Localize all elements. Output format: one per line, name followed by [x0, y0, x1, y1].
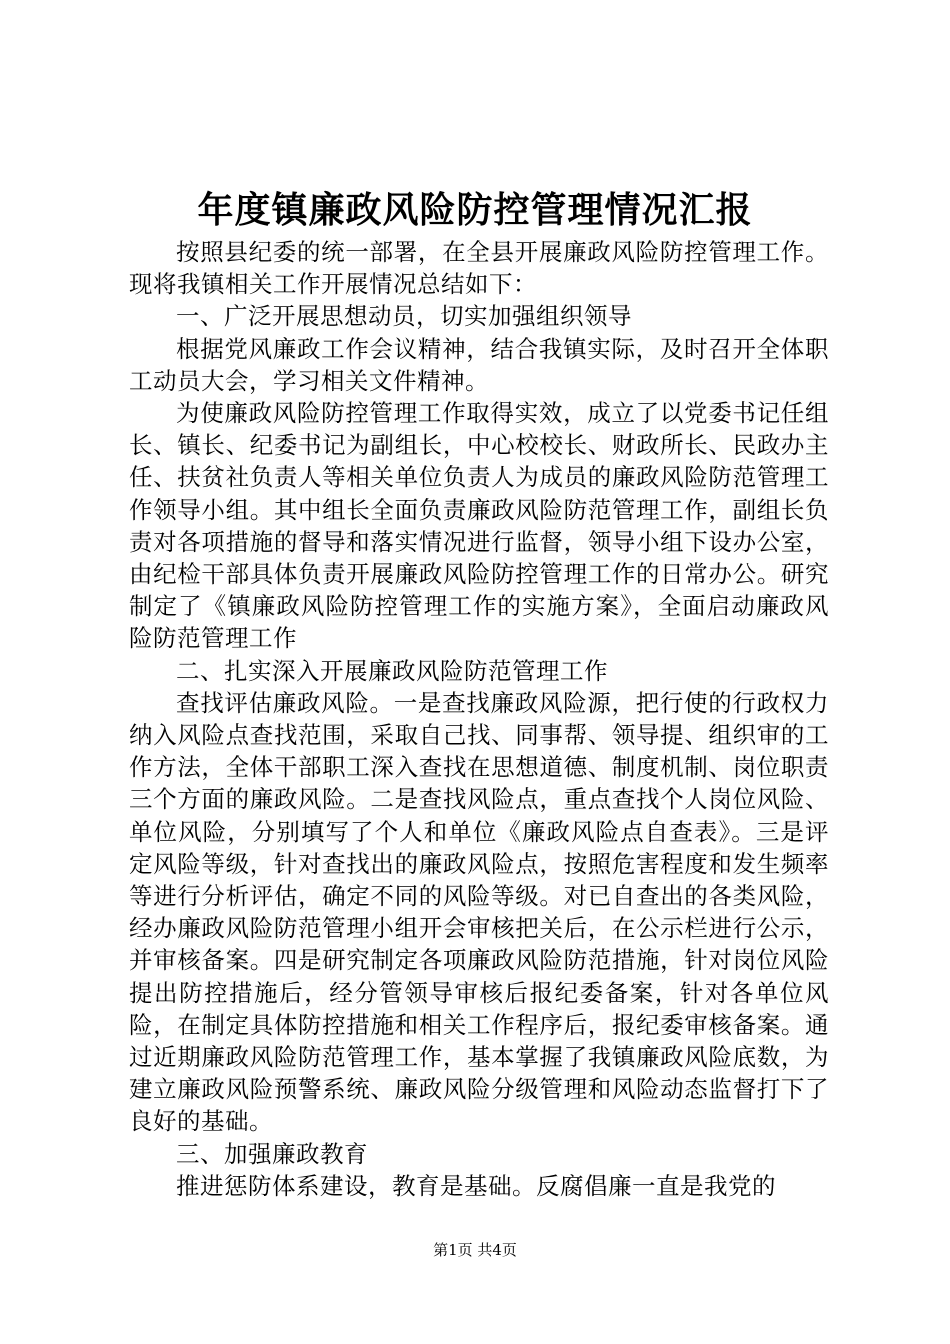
paragraph-intro: 按照县纪委的统一部署，在全县开展廉政风险防控管理工作。现将我镇相关工作开展情况总结如下： — [129, 238, 829, 299]
paragraph: 推进惩防体系建设，教育是基础。反腐倡廉一直是我党的 — [176, 1171, 776, 1200]
document-title: 年度镇廉政风险防控管理情况汇报 — [197, 189, 753, 231]
section-heading-3: 三、加强廉政教育 — [176, 1139, 368, 1168]
section-heading-1: 一、广泛开展思想动员，切实加强组织领导 — [176, 302, 632, 331]
paragraph: 查找评估廉政风险。一是查找廉政风险源，把行使的行政权力纳入风险点查找范围，采取自己找、同事帮、领导提、组织审的工作方法，全体干部职工深入查找在思想道德、制度机制、岗位职责三个方面的廉政风险。二是查找风险点，重点查找个人岗位风险、单位风险，分别填写了个人和单位《廉政风险点自查表》。三是评定风险等级，针对查找出的廉政风险点，按照危害程度和发生频率等进行分析评估，确定不同的风险等级。对已自查出的各类风险，经办廉政风险防范管理小组开会审核把关后，在公示栏进行公示，并审核备案。四是研究制定各项廉政风险防范措施，针对岗位风险提出防控措施后，经分管领导审核后报纪委备案，针对各单位风险，在制定具体防控措施和相关工作程序后，报纪委审核备案。通过近期廉政风险防范管理工作，基本掌握了我镇廉政风险底数，为建立廉政风险预警系统、廉政风险分级管理和风险动态监督打下了良好的基础。 — [129, 688, 829, 1136]
section-heading-2: 二、扎实深入开展廉政风险防范管理工作 — [176, 656, 608, 685]
paragraph: 为使廉政风险防控管理工作取得实效，成立了以党委书记任组长、镇长、纪委书记为副组长，中心校校长、财政所长、民政办主任、扶贫社负责人等相关单位负责人为成员的廉政风险防范管理工作领导小组。其中组长全面负责廉政风险防范管理工作，副组长负责对各项措施的督导和落实情况进行监督，领导小组下设办公室，由纪检干部具体负责开展廉政风险防控管理工作的日常办公。研究制定了《镇廉政风险防控管理工作的实施方案》，全面启动廉政风险防范管理工作 — [129, 399, 829, 653]
paragraph: 根据党风廉政工作会议精神，结合我镇实际，及时召开全体职工动员大会，学习相关文件精神。 — [129, 334, 829, 395]
document-body — [129, 236, 829, 1202]
page-number-footer: 第1页 共4页 — [433, 1241, 517, 1259]
